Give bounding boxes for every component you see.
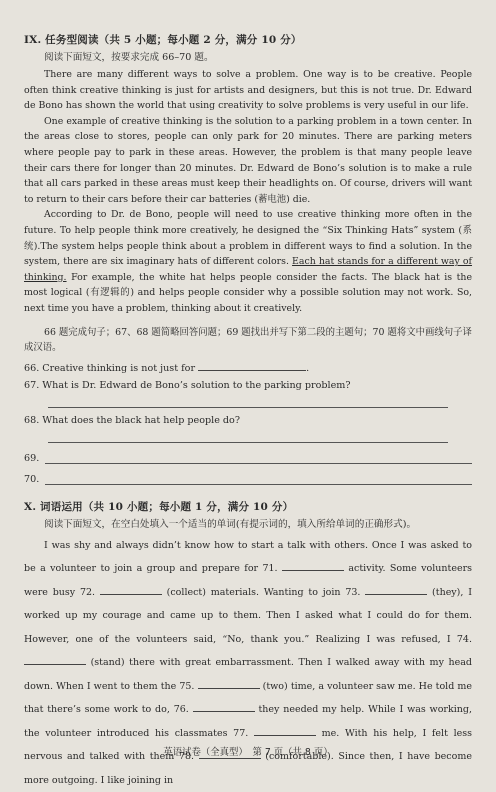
answer-line-67[interactable] [48,393,448,408]
cloze-blank-77[interactable] [254,724,316,736]
question-69 [24,453,472,464]
question-70 [24,474,472,485]
cloze-text-5: (stand) there with great embarrassment. Then I walked away with my head down. When I went to them the 75. [24,657,472,692]
cloze-blank-74[interactable] [24,653,86,665]
cloze-blank-71[interactable] [282,559,344,571]
section-9-instruction: 阅读下面短文，按要求完成 66–70 题。 [24,49,472,63]
cloze-blank-75[interactable] [198,677,260,689]
question-66 [24,360,472,376]
passage-paragraph-3 [24,207,472,316]
cloze-blank-73[interactable] [365,583,427,595]
cloze-text-7: they needed my help. While I was working, the volunteer introduced his classmates 77. [24,704,472,739]
passage-paragraph-1: There are many different ways to solve a problem. One way is to be creative. People often think creative thinking is just for artists and designers, but this is not true. Dr. Edward de Bono has shown the world that using creativity to solve problems is very useful in our life. [24,67,472,114]
answer-line-68[interactable] [48,428,448,443]
passage-paragraph-2: One example of creative thinking is the solution to a parking problem in a town center. In the areas close to stores, people can only park for 20 minutes. There are parking meters where people pay to park in these areas. However, the problem is that many people leave their cars there for longer than 20 minutes. Dr. Edward de Bono’s solution is to make a rule that all cars parked in these areas must keep their headlights on. Of course, drivers will want to return to their cars before their car batteries (蓄电池) die. [24,114,472,208]
answer-line-70[interactable] [45,474,472,485]
answer-blank-66[interactable] [198,360,306,371]
paragraph-3-end: For example, the white hat helps people consider the facts. The black hat is the most logical (有逻辑的) and helps people consider why a possible solution may not work. So, next time you have a problem, thinking about it creatively. [24,272,472,314]
page-footer: 英语试卷（全真型） 第 7 页（共 8 页） [0,744,496,758]
question-70-label: 70. [24,474,39,485]
question-66-period: . [306,363,309,374]
question-68: 68. What does the black hat help people do? [24,414,472,428]
cloze-text-1: I was shy and always didn’t know how to start a talk with others. Once I was asked to be a volunteer to join a group and prepare for 71. [24,540,472,575]
underlined-sentence: Each hat stands for a different way of thinking. [24,256,472,283]
cloze-text-6: (two) time, a volunteer saw me. He told me that there’s some work to do, 76. [24,681,472,716]
cloze-text-9: (comfortable). Since then, I have become more outgoing. I like joining in [24,751,472,786]
cloze-text-2: activity. Some volunteers were busy 72. [24,563,472,598]
section-9-title: IX. 任务型阅读（共 5 小题；每小题 2 分，满分 10 分） [24,32,472,47]
cloze-text-4: (they), I worked up my courage and came up to them. Then I asked what I could do for them. However, one of the volunteers said, “No, thank you.” Realizing I was refused, I 74. [24,587,472,645]
task-instructions: 66 题完成句子；67、68 题简略回答问题；69 题找出并写下第二段的主题句；70 题将文中画线句子译成汉语。 [24,325,472,355]
section-10-instruction: 阅读下面短文，在空白处填入一个适当的单词(有提示词的，填入所给单词的正确形式)。 [24,516,472,530]
section-10-title: X. 词语运用（共 10 小题；每小题 1 分，满分 10 分） [24,499,472,514]
question-69-label: 69. [24,453,39,464]
paragraph-3-start: According to Dr. de Bono, people will need to use creative thinking more often in the future. To help people think more creatively, he designed the “Six Thinking Hats” system (系统).The system helps people think about a problem in different ways to find a solution. In the system, there are six imaginary hats of different colors. [24,209,472,267]
question-67: 67. What is Dr. Edward de Bono’s solution to the parking problem? [24,379,472,393]
cloze-blank-72[interactable] [100,583,162,595]
answer-line-69[interactable] [45,453,472,464]
cloze-text-8: me. With his help, I felt less nervous and talked with them 78. [24,728,472,763]
question-66-text: 66. Creative thinking is not just for [24,363,195,374]
cloze-text-3: (collect) materials. Wanting to join 73. [167,587,361,598]
cloze-blank-76[interactable] [193,700,255,712]
